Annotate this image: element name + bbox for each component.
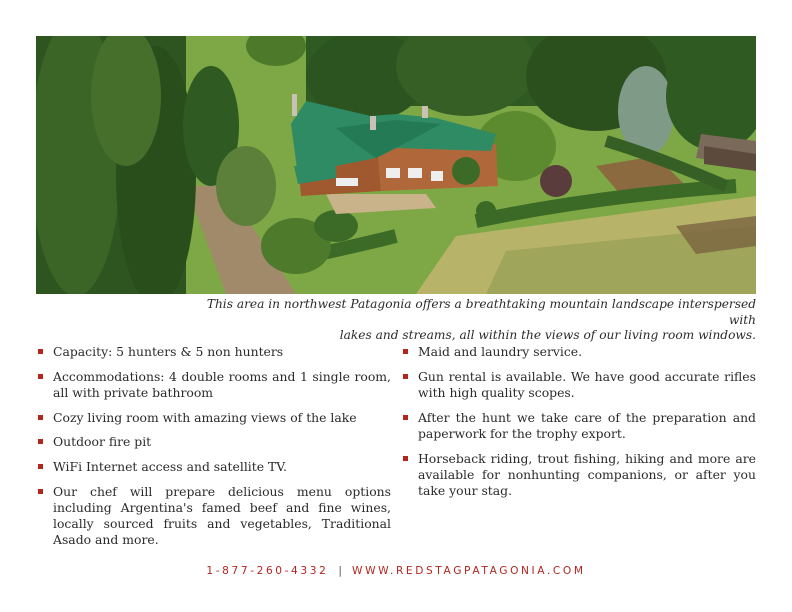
- bullet-icon: [403, 374, 408, 379]
- feature-item-wifi: [36, 459, 391, 475]
- feature-text: Maid and laundry service.: [418, 344, 583, 359]
- feature-item-gun-rental: [401, 369, 756, 401]
- bullet-icon: [38, 374, 43, 379]
- website-link[interactable]: WWW.REDSTAGPATAGONIA.COM: [352, 565, 586, 577]
- feature-item-accommodations: [36, 369, 391, 401]
- bullet-icon: [38, 349, 43, 354]
- feature-text: WiFi Internet access and satellite TV.: [53, 459, 287, 475]
- feature-item-capacity: [36, 344, 391, 360]
- feature-item-living-room: [36, 410, 391, 426]
- bullet-icon: [38, 415, 43, 420]
- feature-text: Accommodations: 4 double rooms and 1 single room, all with private bathroom: [53, 368, 391, 400]
- bullet-icon: [403, 415, 408, 420]
- feature-text: After the hunt we take care of the preparation and paperwork for the trophy export.: [418, 409, 756, 441]
- lodge-aerial-photo: [36, 36, 756, 294]
- feature-text: Capacity: 5 hunters & 5 non hunters: [53, 344, 284, 359]
- feature-item-chef: [36, 484, 391, 549]
- contact-footer: [0, 565, 792, 577]
- feature-item-trophy-export: [401, 410, 756, 442]
- bullet-icon: [38, 439, 43, 444]
- lodge-photo-illustration: [36, 36, 756, 294]
- bullet-icon: [38, 489, 43, 494]
- bullet-icon: [403, 349, 408, 354]
- feature-text: Horseback riding, trout fishing, hiking and more are available for nonhunting companions, or after you take your stag.: [418, 450, 756, 498]
- feature-text: Our chef will prepare delicious menu options including Argentina's famed beef and fine wines, locally sourced fruits and vegetables, Traditional Asado and more.: [53, 483, 391, 548]
- feature-item-fire-pit: [36, 434, 391, 450]
- feature-item-maid: [401, 344, 756, 360]
- right-feature-list: [401, 344, 756, 499]
- photo-caption: [200, 297, 756, 344]
- caption-line-2: lakes and streams, all within the views of our living room windows.: [339, 328, 756, 342]
- feature-text: Gun rental is available. We have good accurate rifles with high quality scopes.: [418, 368, 756, 400]
- bullet-icon: [403, 456, 408, 461]
- caption-line-1: This area in northwest Patagonia offers a breathtaking mountain landscape interspersed with: [206, 297, 756, 327]
- feature-item-activities: [401, 451, 756, 500]
- feature-text: Cozy living room with amazing views of the lake: [53, 409, 357, 425]
- phone-number[interactable]: 1-877-260-4332: [206, 565, 329, 577]
- footer-separator: |: [338, 565, 342, 577]
- left-feature-list: [36, 344, 391, 549]
- left-feature-column: [36, 344, 391, 557]
- right-feature-column: [401, 344, 756, 508]
- feature-text: Outdoor fire pit: [53, 434, 152, 450]
- bullet-icon: [38, 464, 43, 469]
